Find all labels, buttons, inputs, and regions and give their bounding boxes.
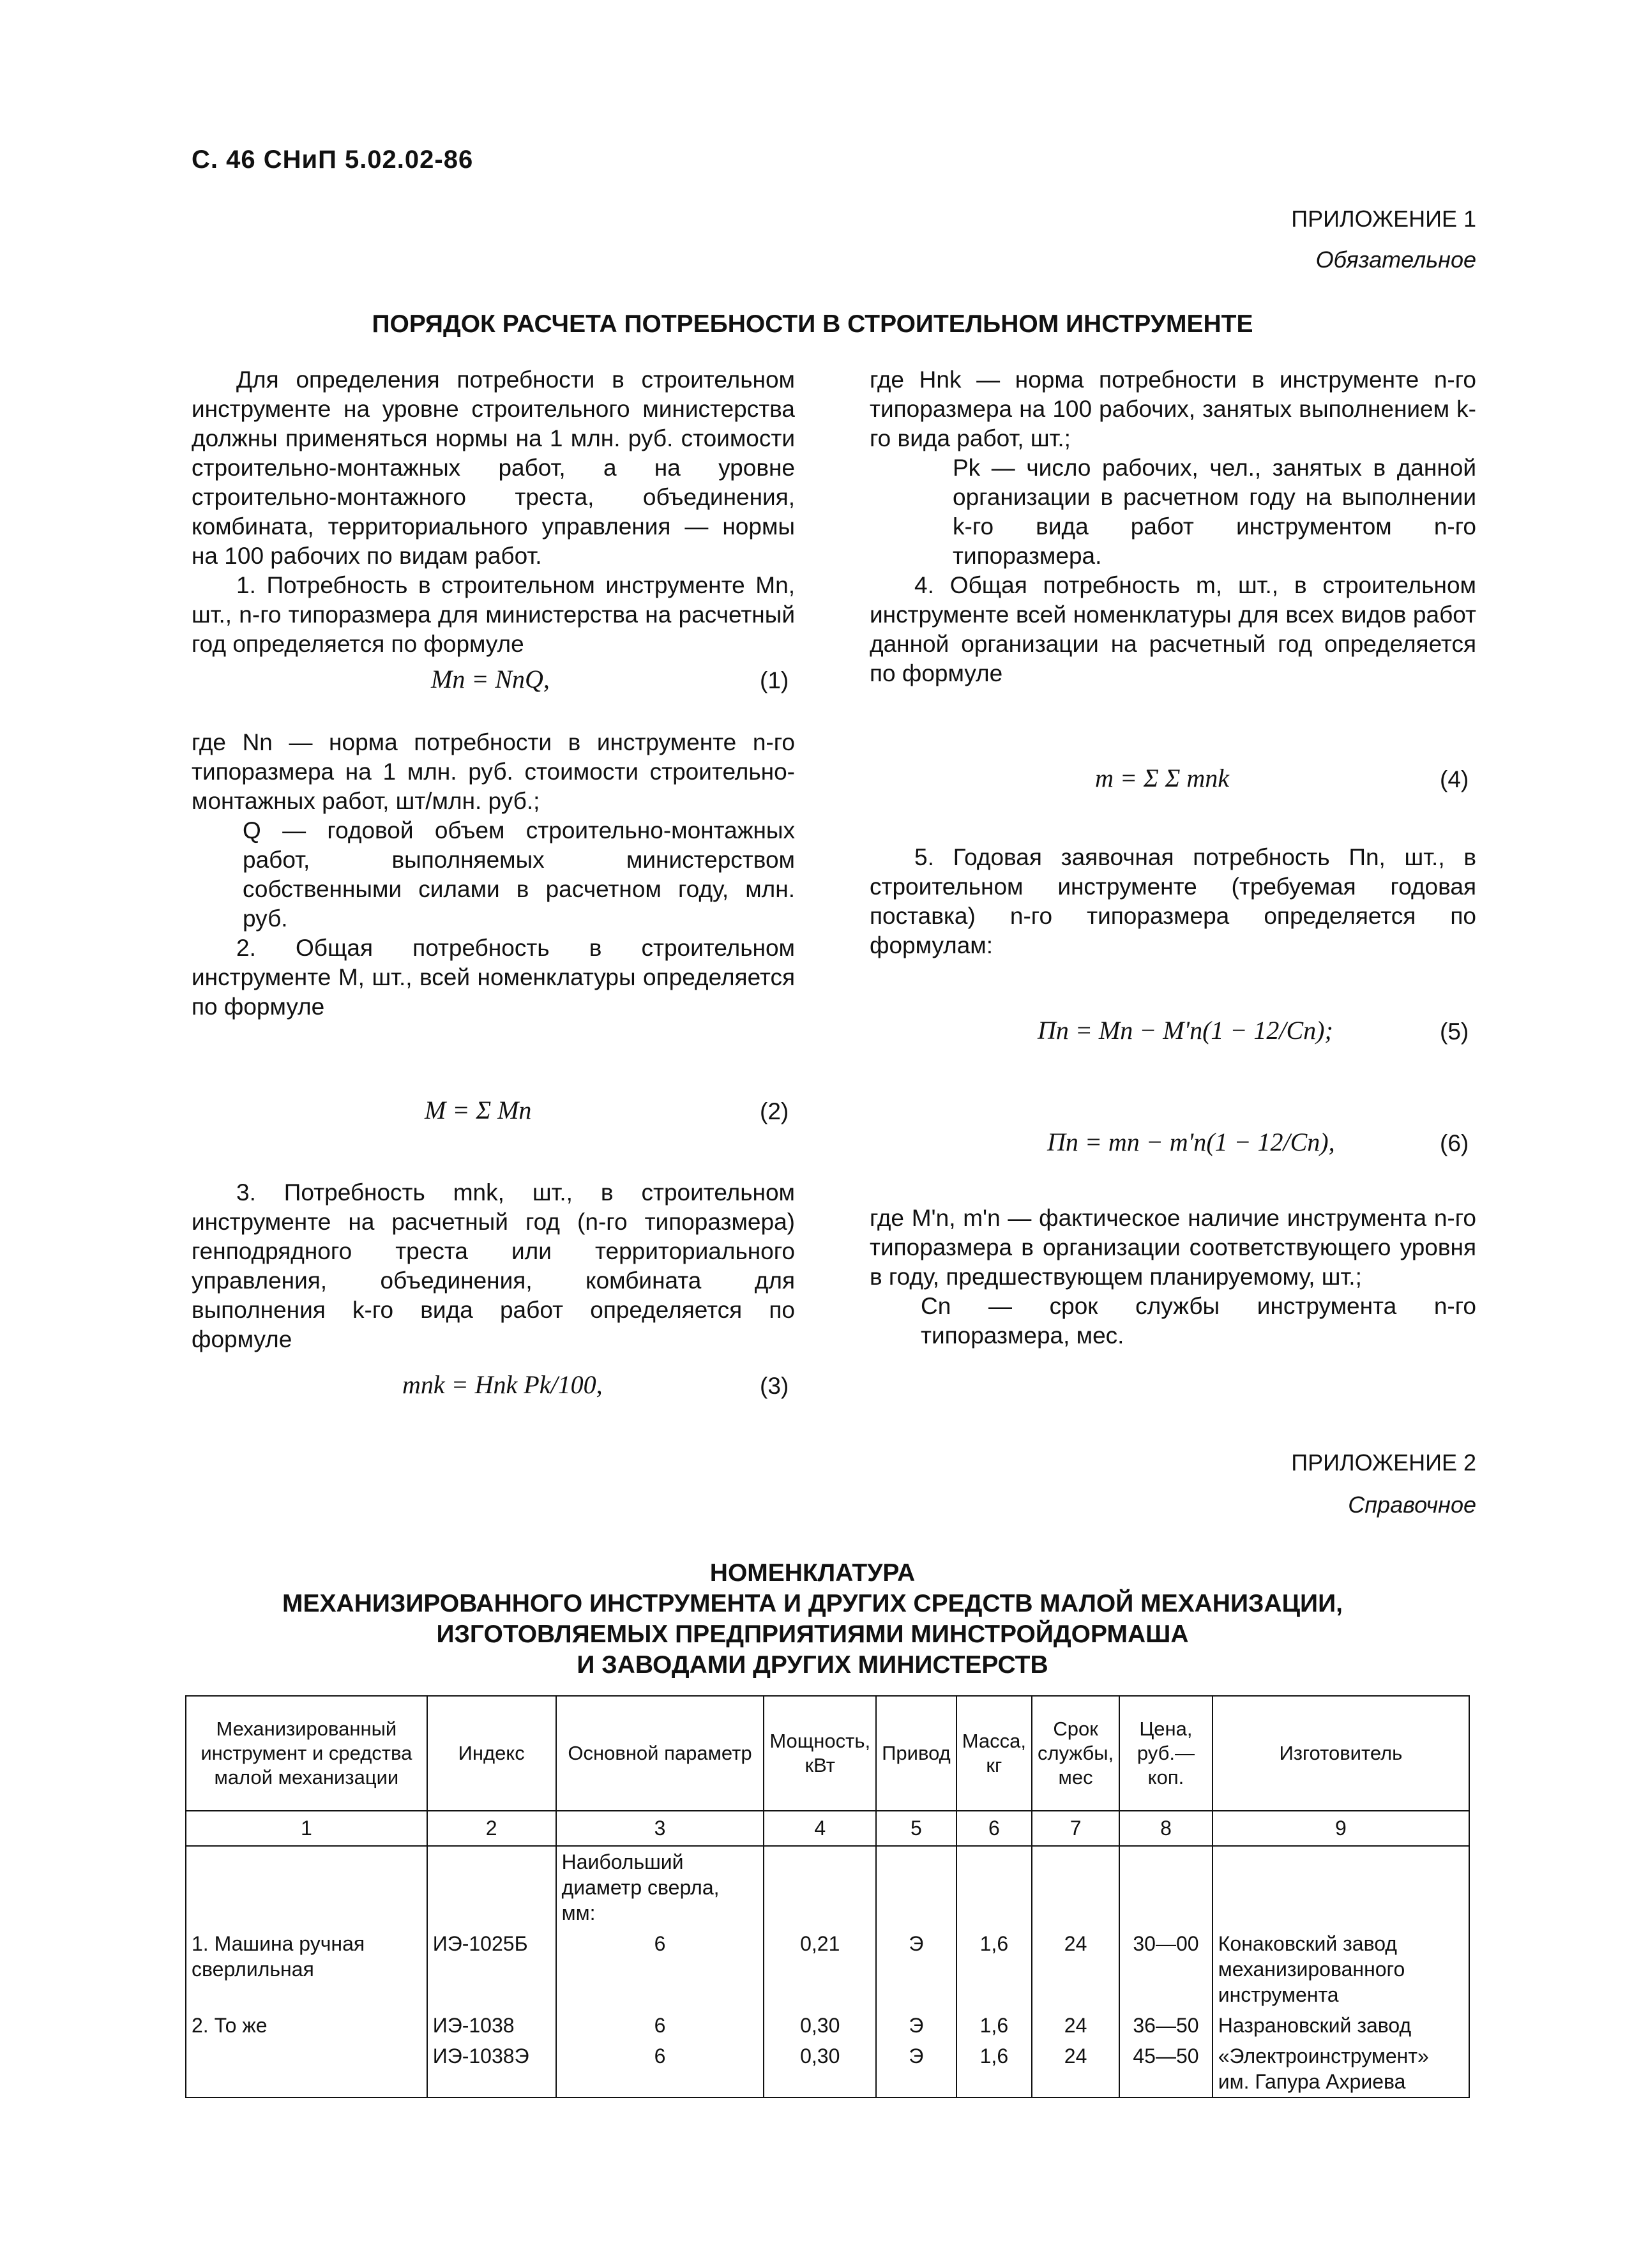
where-cn: Cn — срок службы инструмента n-го типоразмера, мес. — [921, 1293, 1476, 1349]
formula-5: Пn = Mn − M'n(1 − 12/Cn); — [1038, 1016, 1333, 1045]
tool-param: 6 — [556, 1928, 764, 2010]
paragraph-3-block — [192, 1178, 795, 1354]
col-header-param: Основной параметр — [556, 1696, 764, 1811]
col-number: 9 — [1213, 1811, 1469, 1846]
where-mn: где M'n, m'n — фактическое наличие инструмента n-го типоразмера в организации соответствующего уровня в году, предшествующем планируемому, шт.; — [870, 1205, 1476, 1290]
tool-life: 24 — [1032, 2041, 1119, 2098]
right-column — [870, 365, 1476, 688]
tool-param: 6 — [556, 2010, 764, 2041]
tool-mass: 1,6 — [956, 2010, 1032, 2041]
tool-name: 1. Машина ручная сверлильная — [186, 1928, 427, 2010]
tool-life: 24 — [1032, 1928, 1119, 2010]
tool-price: 45—50 — [1119, 2041, 1213, 2098]
section-title: ПОРЯДОК РАСЧЕТА ПОТРЕБНОСТИ В СТРОИТЕЛЬНОМ ИНСТРУМЕНТЕ — [372, 310, 1253, 338]
where-nn: где Nn — норма потребности в инструменте n-го типоразмера на 1 млн. руб. стоимости строительно-монтажных работ, шт/млн. руб.; — [192, 729, 795, 814]
col-number: 4 — [764, 1811, 876, 1846]
col-number: 1 — [186, 1811, 427, 1846]
col-number: 8 — [1119, 1811, 1213, 1846]
formula-5-number: (5) — [1440, 1018, 1469, 1045]
tool-maker: «Электроинструмент» им. Гапура Ахриева — [1213, 2041, 1469, 2098]
formula-2: M = Σ Mn — [425, 1096, 532, 1124]
where-q: Q — годовой объем строительно-монтажных работ, выполняемых министерством собственными силами в расчетном году, млн. руб. — [243, 817, 795, 932]
table-row — [186, 2010, 1469, 2041]
table-number-row — [186, 1811, 1469, 1846]
tool-power: 0,21 — [764, 1928, 876, 2010]
tool-power: 0,30 — [764, 2041, 876, 2098]
col-header-price: Цена, руб.— коп. — [1119, 1696, 1213, 1811]
col-header-drive: Привод — [876, 1696, 956, 1811]
col-header-maker: Изготовитель — [1213, 1696, 1469, 1811]
paragraph-4: 4. Общая потребность m, шт., в строительном инструменте всей номенклатуры для всех видов работ данной организации на расчетный год определяется по формуле — [870, 572, 1476, 686]
col-header-power: Мощность, кВт — [764, 1696, 876, 1811]
appendix-2-status: Справочное — [1348, 1492, 1476, 1518]
tool-life: 24 — [1032, 2010, 1119, 2041]
param-note: Наибольший диаметр сверла, мм: — [556, 1846, 764, 1928]
tool-index: ИЭ-1038 — [427, 2010, 556, 2041]
tool-drive: Э — [876, 2041, 956, 2098]
table-title-line-3: ИЗГОТОВЛЯЕМЫХ ПРЕДПРИЯТИЯМИ МИНСТРОЙДОРМАША — [436, 1621, 1189, 1648]
paragraph-2: 2. Общая потребность в строительном инструменте M, шт., всей номенклатуры определяется по формуле — [192, 935, 795, 1020]
formula-3: mnk = Hnk Pk/100, — [402, 1370, 603, 1399]
formula-1-number: (1) — [760, 667, 789, 693]
where-block-1 — [192, 728, 795, 1022]
tool-index: ИЭ-1025Б — [427, 1928, 556, 2010]
appendix-1-status: Обязательное — [1315, 246, 1476, 273]
col-number: 5 — [876, 1811, 956, 1846]
left-column — [192, 365, 795, 659]
col-header-mass: Масса, кг — [956, 1696, 1032, 1811]
table-row — [186, 1846, 1469, 1928]
table-title-line-1: НОМЕНКЛАТУРА — [709, 1559, 916, 1587]
col-number: 7 — [1032, 1811, 1119, 1846]
col-header-life: Срок службы, мес — [1032, 1696, 1119, 1811]
paragraph-5-block — [870, 843, 1476, 960]
appendix-2-label: ПРИЛОЖЕНИЕ 2 — [1291, 1449, 1476, 1476]
table-row — [186, 1928, 1469, 2010]
tool-name — [186, 2041, 427, 2098]
tool-maker: Назрановский завод — [1213, 2010, 1469, 2041]
paragraph-5: 5. Годовая заявочная потребность Пn, шт., в строительном инструменте (требуемая годовая поставка) n-го типоразмера определяется по формулам: — [870, 844, 1476, 958]
col-number: 6 — [956, 1811, 1032, 1846]
col-number: 2 — [427, 1811, 556, 1846]
where-block-5 — [870, 1204, 1476, 1350]
tool-mass: 1,6 — [956, 1928, 1032, 2010]
nomenclature-table — [185, 1695, 1470, 2098]
tool-drive: Э — [876, 1928, 956, 2010]
col-header-index: Индекс — [427, 1696, 556, 1811]
tool-index: ИЭ-1038Э — [427, 2041, 556, 2098]
table-header-row — [186, 1696, 1469, 1811]
paragraph-1: 1. Потребность в строительном инструменте Mn, шт., n-го типоразмера для министерства на расчетный год определяется по формуле — [192, 572, 795, 657]
formula-6-number: (6) — [1440, 1130, 1469, 1156]
tool-drive: Э — [876, 2010, 956, 2041]
tool-param: 6 — [556, 2041, 764, 2098]
table-row — [186, 2041, 1469, 2098]
tool-price: 30—00 — [1119, 1928, 1213, 2010]
where-pk: Pk — число рабочих, чел., занятых в данной организации в расчетном году на выполнении k-го вида работ инструментом n-го типоразмера. — [953, 455, 1476, 569]
table-title — [0, 1558, 1625, 1681]
formula-1: Mn = NnQ, — [431, 665, 550, 693]
paragraph-3: 3. Потребность mnk, шт., в строительном инструменте на расчетный год (n-го типоразмера) генподрядного треста или территориального управления, объединения, комбината для выполнения k-го вида работ определяется по формуле — [192, 1179, 795, 1352]
formula-6: Пn = mn − m'n(1 − 12/Cn), — [1047, 1128, 1335, 1156]
tool-name: 2. То же — [186, 2010, 427, 2041]
tool-mass: 1,6 — [956, 2041, 1032, 2098]
formula-3-number: (3) — [760, 1373, 789, 1399]
appendix-1-label: ПРИЛОЖЕНИЕ 1 — [1291, 206, 1476, 232]
table-title-line-2: МЕХАНИЗИРОВАННОГО ИНСТРУМЕНТА И ДРУГИХ СРЕДСТВ МАЛОЙ МЕХАНИЗАЦИИ, — [282, 1590, 1343, 1617]
intro-paragraph: Для определения потребности в строительном инструменте на уровне строительного министерства должны применяться нормы на 1 млн. руб. стоимости строительно-монтажных работ, а на уровне строительно-монтажного треста, объединения, комбината, территориального управления — нормы на 100 рабочих по видам работ. — [192, 367, 795, 569]
formula-4: m = Σ Σ mnk — [1095, 764, 1230, 792]
where-hnk: где Hnk — норма потребности в инструменте n-го типоразмера на 100 рабочих, занятых выполнением k-го вида работ, шт.; — [870, 367, 1476, 451]
tool-price: 36—50 — [1119, 2010, 1213, 2041]
formula-4-number: (4) — [1440, 766, 1469, 792]
tool-maker: Конаковский завод механизированного инструмента — [1213, 1928, 1469, 2010]
formula-2-number: (2) — [760, 1098, 789, 1124]
col-header-tool: Механизированный инструмент и средства малой механизации — [186, 1696, 427, 1811]
col-number: 3 — [556, 1811, 764, 1846]
table-title-line-4: И ЗАВОДАМИ ДРУГИХ МИНИСТЕРСТВ — [577, 1651, 1048, 1679]
page-header: С. 46 СНиП 5.02.02-86 — [192, 146, 474, 174]
tool-power: 0,30 — [764, 2010, 876, 2041]
